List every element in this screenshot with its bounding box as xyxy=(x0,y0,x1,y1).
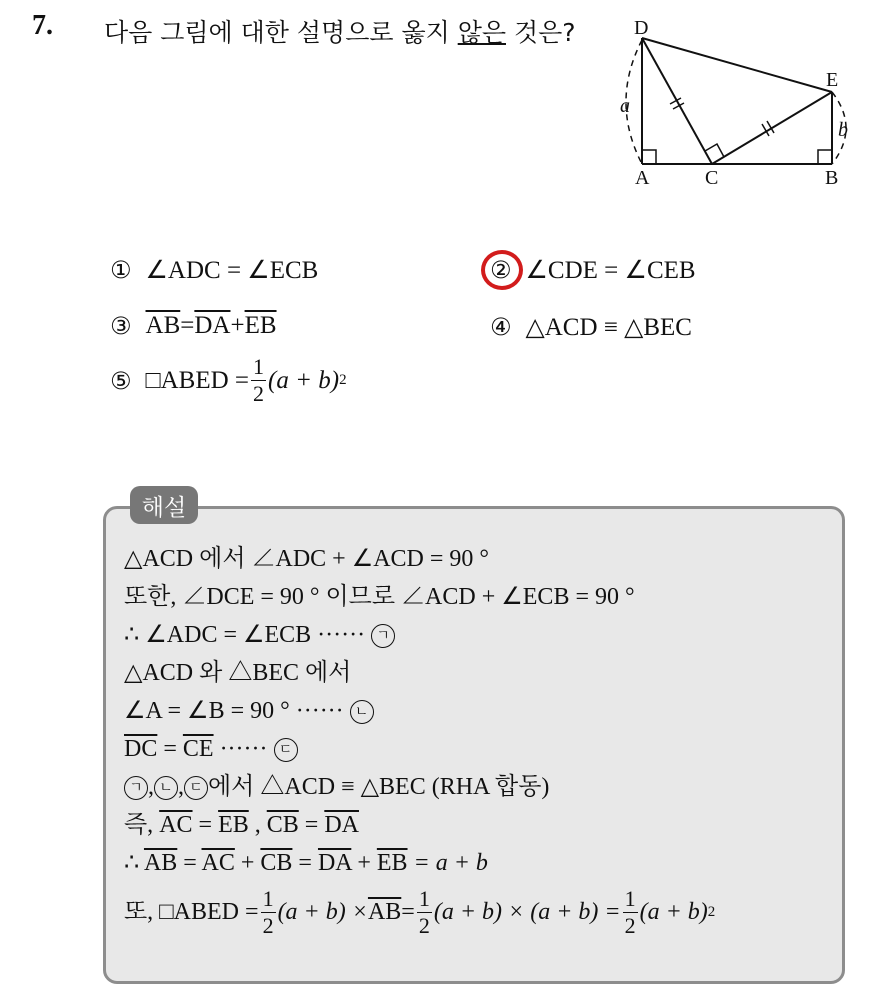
choice-4[interactable] xyxy=(490,312,692,342)
segment-ce xyxy=(712,92,832,164)
choice-number: ③ xyxy=(110,312,132,340)
solution-body xyxy=(124,540,834,942)
fraction: $\frac{1}{2}$ xyxy=(253,354,265,406)
label-a: A xyxy=(635,167,650,189)
label-b: B xyxy=(825,167,839,189)
choice-number: ② xyxy=(490,256,512,284)
choice-number: ① xyxy=(110,256,132,284)
choice-5[interactable] xyxy=(110,356,347,405)
choice-text: ∠ADC = ∠ECB xyxy=(145,257,319,284)
label-c: C xyxy=(705,167,719,189)
math-text: = xyxy=(180,312,195,339)
math-text: □ABED = xyxy=(145,366,250,394)
circled-mark: ㄱ xyxy=(371,624,395,648)
fraction: $\frac{1}{2}$ xyxy=(624,885,636,938)
fraction: $\frac{1}{2}$ xyxy=(262,885,274,938)
geometry-figure xyxy=(600,18,860,193)
math-text: (a + b) xyxy=(268,366,340,394)
segment: $\overline{EB}$ xyxy=(244,312,277,339)
choice-1[interactable] xyxy=(110,255,318,285)
solution-line-4: △ACD 와 △BEC 에서 xyxy=(124,660,352,686)
question-number: 7. xyxy=(32,10,53,41)
label-b-length: b xyxy=(838,119,848,141)
label-a-length: a xyxy=(620,95,630,117)
solution-line-6: $\overline{DC} = \overline{CE}$ ······ ㄷ xyxy=(124,730,834,768)
solution-line-8: 즉, $\overline{AC} = \overline{EB}$ , $\overline{CB} = \overline{DA}$ xyxy=(124,812,359,838)
solution-line-3: ∴ ∠ADC = ∠ECB ······ ㄱ xyxy=(124,616,834,654)
right-angle-b xyxy=(818,150,832,164)
segment-de xyxy=(642,38,832,92)
right-angle-a xyxy=(642,150,656,164)
choice-text: △ACD ≡ △BEC xyxy=(525,314,692,341)
solution-line-7: ㄱ , ㄴ , ㄷ 에서 △ACD ≡ △BEC (RHA 합동) xyxy=(124,768,834,806)
exponent: 2 xyxy=(339,372,347,388)
solution-line-10: 또, □ABED = $\frac{1}{2}$ (a + b) × $\overline{AB}$ = $\frac{1}{2}$ (a + b) × (a + b) = $\frac{1}{2}$ (a + b) 2 xyxy=(124,885,716,938)
math-text: + xyxy=(230,312,245,339)
solution-line-5: ∠A = ∠B = 90 ° ······ ㄴ xyxy=(124,692,834,730)
choice-number: ⑤ xyxy=(110,366,132,395)
label-e: E xyxy=(826,69,839,91)
solution-line-1: △ACD 에서 ∠ADC + ∠ACD = 90 ° xyxy=(124,546,490,572)
label-d: D xyxy=(634,18,649,39)
solution-line-2: 또한, ∠DCE = 90 ° 이므로 ∠ACD + ∠ECB = 90 ° xyxy=(124,584,635,610)
choice-number: ④ xyxy=(490,313,512,341)
answer-mark-circle xyxy=(481,250,523,290)
question-text: 다음 그림에 대한 설명으로 옳지 않은 것은? xyxy=(104,18,576,47)
solution-line-9: ∴ $\overline{AB} = \overline{AC} + \overline{CB} = \overline{DA} + \overline{EB} = a + b$ xyxy=(124,850,488,876)
choice-text: ∠CDE = ∠CEB xyxy=(525,257,696,284)
circled-mark: ㄷ xyxy=(274,738,298,762)
tick-dc xyxy=(670,98,684,109)
fraction: $\frac{1}{2}$ xyxy=(418,885,430,938)
choice-3[interactable] xyxy=(110,312,277,340)
segment: $\overline{DA}$ xyxy=(194,312,231,339)
segment: $\overline{AB}$ xyxy=(145,312,181,339)
solution-tag: 해설 xyxy=(130,486,198,524)
circled-mark: ㄴ xyxy=(350,700,374,724)
